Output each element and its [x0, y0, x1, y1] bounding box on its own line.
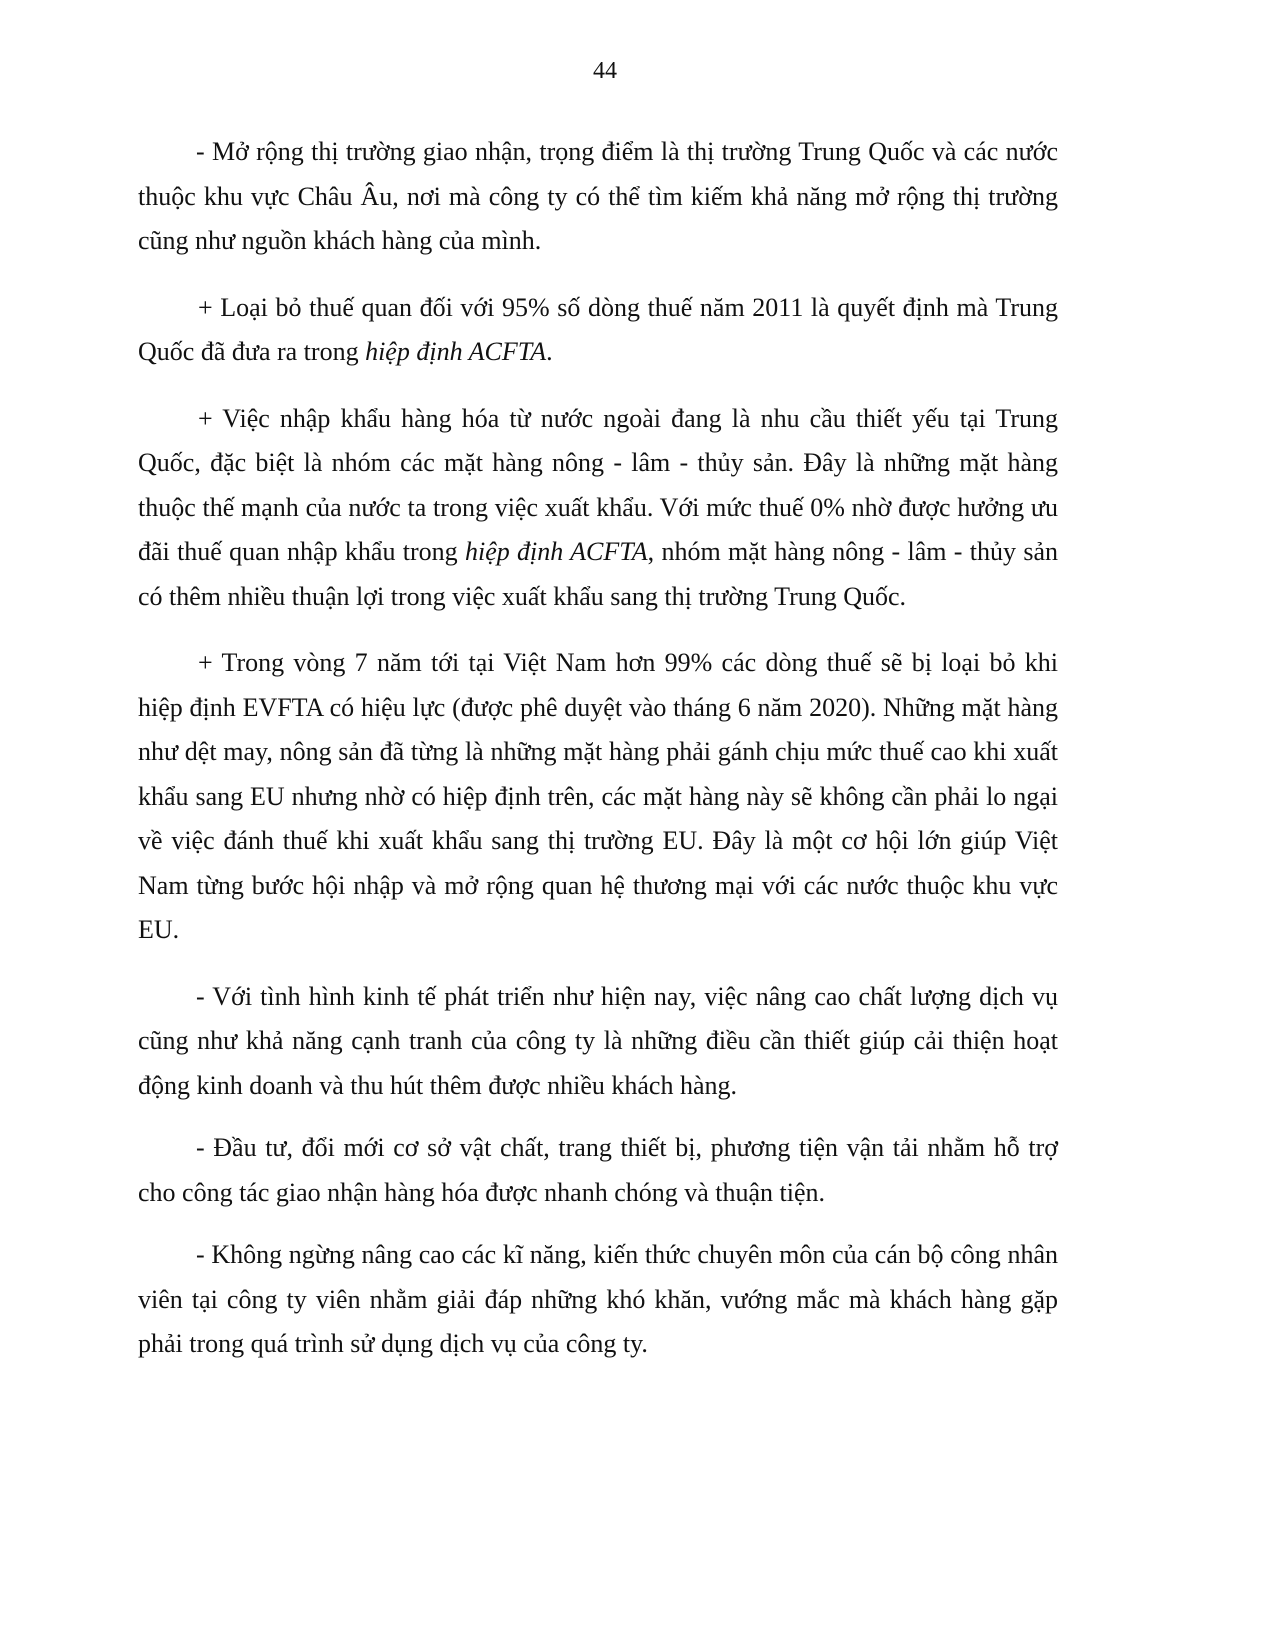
paragraph-staff-skills: - Không ngừng nâng cao các kĩ năng, kiến thức chuyên môn của cán bộ công nhân viên tại công ty viên nhằm giải đáp những khó khăn, vướng mắc mà khách hàng gặp phải trong quá trình sử dụng dịch vụ của công ty.: [138, 1240, 1058, 1358]
paragraph-service-quality: - Với tình hình kinh tế phát triển như hiện nay, việc nâng cao chất lượng dịch vụ cũng như khả năng cạnh tranh của công ty là những điều cần thiết giúp cải thiện hoạt động kinh doanh và thu hút thêm được nhiều khách hàng.: [138, 981, 1058, 1100]
paragraph-text: , nhóm mặt hàng nông - lâm - thủy sản có thêm nhiều thuận lợi trong việc xuất khẩu sang thị trường Trung Quốc.: [138, 537, 1058, 611]
paragraph-expand-market: - Mở rộng thị trường giao nhận, trọng điểm là thị trường Trung Quốc và các nước thuộc khu vực Châu Âu, nơi mà công ty có thể tìm kiếm khả năng mở rộng thị trường cũng như nguồn khách hàng của mình.: [138, 137, 1058, 255]
paragraph-evfta: + Trong vòng 7 năm tới tại Việt Nam hơn 99% các dòng thuế sẽ bị loại bỏ khi hiệp định EVFTA có hiệu lực (được phê duyệt vào tháng 6 năm 2020). Những mặt hàng như dệt may, nông sản đã từng là những mặt hàng phải gánh chịu mức thuế cao khi xuất khẩu sang EU nhưng nhờ có hiệp định trên, các mặt hàng này sẽ không cần phải lo ngại về việc đánh thuế khi xuất khẩu sang thị trường EU. Đây là một cơ hội lớn giúp Việt Nam từng bước hội nhập và mở rộng quan hệ thương mại với các nước thuộc khu vực EU.: [138, 648, 1058, 944]
paragraph-acfta-tariff: [138, 286, 1058, 375]
document-body: [138, 130, 1058, 1367]
agreement-name: hiệp định ACFTA: [464, 537, 648, 566]
paragraph-text: .: [546, 337, 553, 366]
paragraph-text: + Việc nhập khẩu hàng hóa từ nước ngoài đang là nhu cầu thiết yếu tại Trung Quốc, đặc biệt là nhóm các mặt hàng nông - lâm - thủy sản. Đây là những mặt hàng thuộc thế mạnh của nước ta trong việc xuất khẩu. Với mức thuế 0% nhờ được hưởng ưu đãi thuế quan nhập khẩu trong: [138, 403, 1058, 566]
paragraph-text: + Loại bỏ thuế quan đối với 95% số dòng thuế năm 2011 là quyết định mà Trung Quốc đã đưa ra trong: [138, 292, 1058, 366]
paragraph-investment: - Đầu tư, đổi mới cơ sở vật chất, trang thiết bị, phương tiện vận tải nhằm hỗ trợ cho công tác giao nhận hàng hóa được nhanh chóng và thuận tiện.: [138, 1133, 1058, 1207]
agreement-name: hiệp định ACFTA: [365, 337, 547, 366]
page-number: 44: [593, 58, 617, 84]
paragraph-china-imports: [138, 397, 1058, 620]
